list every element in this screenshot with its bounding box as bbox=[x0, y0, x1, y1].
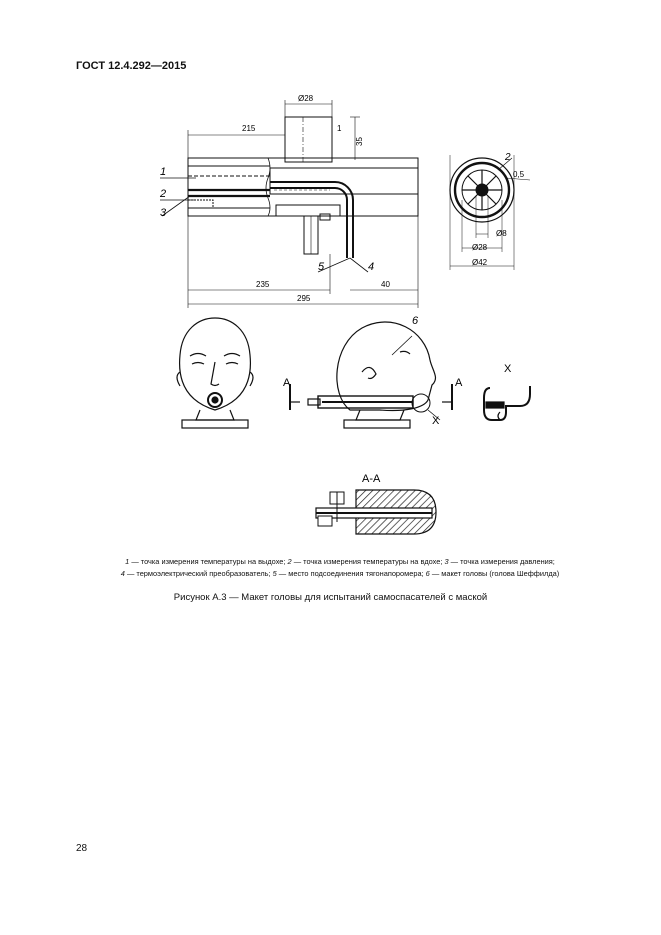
dim-d28-top: Ø28 bbox=[298, 94, 314, 103]
label-4: 4 bbox=[368, 261, 375, 273]
label-3: 3 bbox=[160, 207, 167, 219]
legend-text-2: — точка измерения температуры на вдохе; bbox=[291, 557, 445, 566]
legend-num-5: 5 bbox=[272, 569, 277, 578]
page-number: 28 bbox=[76, 843, 88, 854]
label-2-section: 2 bbox=[505, 152, 511, 163]
legend-text-4: — термоэлектрический преобразователь; bbox=[124, 569, 273, 578]
label-1: 1 bbox=[160, 166, 167, 178]
label-6: 6 bbox=[412, 315, 419, 327]
figure-caption: Рисунок А.3 — Макет головы для испытаний самоспасателей с маской bbox=[173, 592, 488, 603]
legend-num-1: 1 bbox=[125, 557, 130, 566]
legend-line-1 bbox=[60, 556, 620, 568]
pipe-assembly bbox=[160, 100, 418, 308]
figure-legend bbox=[60, 556, 620, 580]
document-header: ГОСТ 12.4.292—2015 bbox=[76, 60, 187, 72]
dim-d8: Ø8 bbox=[496, 229, 507, 238]
legend-num-4: 4 bbox=[120, 569, 125, 578]
dim-05: 0,5 bbox=[513, 170, 525, 179]
detail-x-view bbox=[484, 386, 530, 420]
section-a-left: A bbox=[283, 377, 291, 389]
dim-d28-section: Ø28 bbox=[472, 243, 488, 252]
dim-35: 35 bbox=[355, 137, 364, 146]
dim-d42: Ø42 bbox=[472, 258, 488, 267]
legend-text-3: — точка измерения давления; bbox=[448, 557, 555, 566]
legend-num-6: 6 bbox=[425, 569, 430, 578]
label-5: 5 bbox=[318, 261, 325, 273]
label-2: 2 bbox=[160, 188, 167, 200]
dim-295: 295 bbox=[297, 294, 311, 303]
dim-1: 1 bbox=[337, 124, 342, 133]
legend-text-5: — место подсоединения тягонапоромера; bbox=[276, 569, 426, 578]
section-aa-view bbox=[316, 490, 436, 534]
legend-text-6: — макет головы (голова Шеффилда) bbox=[429, 569, 560, 578]
legend-text-1: — точка измерения температуры на выдохе; bbox=[129, 557, 288, 566]
legend-line-2 bbox=[60, 568, 620, 580]
section-a-right: A bbox=[455, 377, 463, 389]
head-front-view bbox=[177, 318, 253, 428]
section-aa-title: А-А bbox=[362, 473, 381, 485]
dim-215: 215 bbox=[242, 124, 256, 133]
legend-num-2: 2 bbox=[287, 557, 292, 566]
detail-x-mark: X bbox=[432, 415, 440, 427]
legend-num-3: 3 bbox=[444, 557, 449, 566]
head-side-view bbox=[290, 322, 452, 428]
detail-x-title: X bbox=[504, 363, 512, 375]
dim-235: 235 bbox=[256, 280, 270, 289]
dim-40: 40 bbox=[381, 280, 390, 289]
